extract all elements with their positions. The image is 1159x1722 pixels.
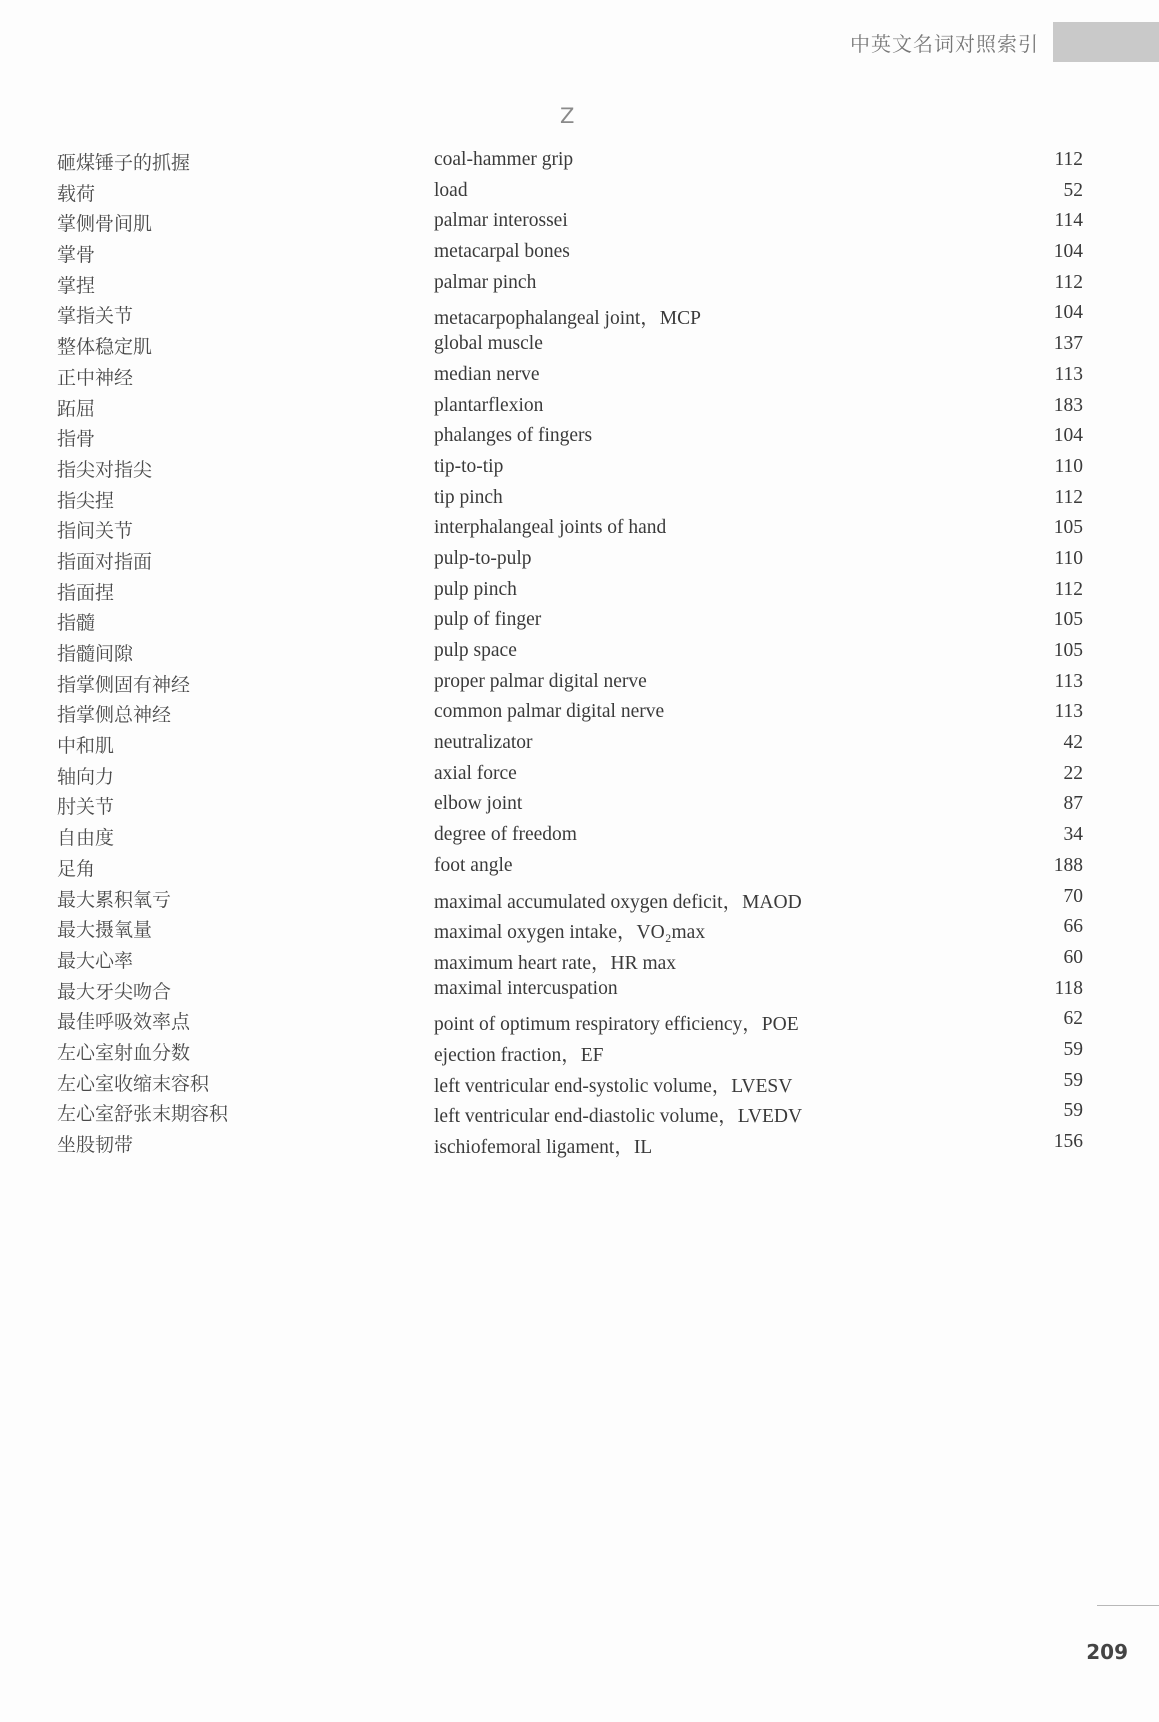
index-entry bbox=[0, 394, 1159, 425]
entry-chinese-term: 最大累积氧亏 bbox=[57, 888, 172, 911]
entry-english-term: interphalangeal joints of hand bbox=[434, 517, 667, 539]
entry-chinese-term: 指面对指面 bbox=[57, 550, 153, 573]
entry-english-term: coal-hammer grip bbox=[434, 149, 574, 170]
index-entry bbox=[0, 209, 1159, 240]
index-entry bbox=[0, 1038, 1159, 1069]
section-letter: Z bbox=[560, 104, 575, 128]
index-entry bbox=[0, 608, 1159, 639]
index-entry bbox=[0, 762, 1159, 793]
entry-chinese-term: 掌指关节 bbox=[57, 305, 134, 328]
entry-page-number: 42 bbox=[1063, 732, 1083, 754]
running-header bbox=[850, 22, 1159, 62]
entry-chinese-term: 指髓 bbox=[57, 612, 96, 635]
entry-chinese-term: 指掌侧固有神经 bbox=[57, 673, 191, 696]
index-entry bbox=[0, 1099, 1159, 1130]
entry-chinese-term: 掌捏 bbox=[57, 274, 96, 297]
entry-chinese-term: 指髓间隙 bbox=[57, 643, 134, 665]
entry-page-number: 113 bbox=[1054, 701, 1083, 723]
entry-english-term: tip pinch bbox=[434, 486, 503, 508]
entry-page-number: 66 bbox=[1063, 916, 1083, 938]
index-entry bbox=[0, 977, 1159, 1008]
entry-chinese-term: 足角 bbox=[57, 857, 96, 880]
index-entry bbox=[0, 179, 1159, 210]
entry-page-number: 87 bbox=[1063, 793, 1083, 815]
entry-page-number: 156 bbox=[1053, 1131, 1083, 1152]
index-entry bbox=[0, 271, 1159, 302]
entry-english-term: proper palmar digital nerve bbox=[434, 670, 647, 692]
index-entry bbox=[0, 516, 1159, 547]
entry-chinese-term: 指掌侧总神经 bbox=[57, 704, 172, 727]
entry-english-term: neutralizator bbox=[434, 732, 533, 754]
index-entry bbox=[0, 486, 1159, 517]
entry-chinese-term: 跖屈 bbox=[57, 397, 96, 420]
entry-chinese-term: 指面捏 bbox=[57, 581, 115, 604]
index-entry bbox=[0, 885, 1159, 916]
entry-chinese-term: 正中神经 bbox=[57, 366, 134, 389]
entry-english-term: maximum heart rate，HR max bbox=[434, 952, 677, 974]
entry-english-term: tip-to-tip bbox=[434, 455, 504, 477]
entry-page-number: 105 bbox=[1053, 517, 1083, 539]
index-entry bbox=[0, 946, 1159, 977]
entry-page-number: 118 bbox=[1054, 977, 1083, 999]
index-entry bbox=[0, 731, 1159, 762]
entry-english-term: ejection fraction，EF bbox=[434, 1044, 604, 1066]
entry-chinese-term: 最大摄氧量 bbox=[57, 919, 153, 942]
entry-english-term: global muscle bbox=[434, 333, 543, 355]
entry-english-term: pulp-to-pulp bbox=[434, 547, 532, 569]
entry-page-number: 110 bbox=[1054, 455, 1083, 477]
entry-page-number: 114 bbox=[1054, 210, 1083, 232]
entry-english-term: maximal intercuspation bbox=[434, 977, 618, 999]
entry-chinese-term: 指间关节 bbox=[57, 520, 134, 543]
entry-chinese-term: 指尖对指尖 bbox=[57, 458, 153, 481]
entry-page-number: 112 bbox=[1054, 578, 1083, 600]
entry-chinese-term: 掌侧骨间肌 bbox=[57, 213, 153, 236]
entry-english-term: foot angle bbox=[434, 854, 513, 876]
index-entry bbox=[0, 455, 1159, 486]
entry-chinese-term: 中和肌 bbox=[57, 735, 115, 758]
glossary-index bbox=[0, 148, 1159, 1161]
entry-chinese-term: 左心室收缩末容积 bbox=[57, 1072, 210, 1095]
section-title: 中英文名词对照索引 bbox=[850, 31, 1039, 56]
entry-page-number: 105 bbox=[1053, 640, 1083, 661]
entry-page-number: 112 bbox=[1054, 271, 1083, 293]
entry-english-term: common palmar digital nerve bbox=[434, 701, 665, 723]
entry-english-term: median nerve bbox=[434, 363, 540, 385]
entry-english-term: pulp pinch bbox=[434, 578, 517, 600]
index-entry bbox=[0, 639, 1159, 670]
index-entry bbox=[0, 332, 1159, 363]
entry-page-number: 52 bbox=[1063, 179, 1083, 201]
index-entry bbox=[0, 1069, 1159, 1100]
entry-english-term: load bbox=[434, 179, 468, 201]
entry-chinese-term: 整体稳定肌 bbox=[57, 336, 153, 359]
index-entry bbox=[0, 578, 1159, 609]
entry-page-number: 104 bbox=[1053, 425, 1083, 447]
entry-english-term: left ventricular end-diastolic volume，LVEDV bbox=[434, 1106, 803, 1128]
entry-chinese-term: 轴向力 bbox=[57, 765, 115, 788]
entry-page-number: 34 bbox=[1063, 824, 1083, 846]
index-entry bbox=[0, 547, 1159, 578]
entry-english-term: axial force bbox=[434, 762, 517, 784]
index-entry bbox=[0, 424, 1159, 455]
entry-page-number: 22 bbox=[1063, 762, 1083, 784]
entry-chinese-term: 左心室舒张末期容积 bbox=[57, 1103, 229, 1126]
entry-english-term: ischiofemoral ligament，IL bbox=[434, 1137, 653, 1158]
index-entry bbox=[0, 1130, 1159, 1161]
entry-chinese-term: 最佳呼吸效率点 bbox=[57, 1011, 191, 1034]
entry-english-term: elbow joint bbox=[434, 793, 523, 815]
entry-page-number: 110 bbox=[1054, 547, 1083, 569]
header-tab-bar bbox=[1053, 22, 1159, 62]
entry-page-number: 183 bbox=[1053, 394, 1083, 416]
entry-chinese-term: 最大牙尖吻合 bbox=[57, 980, 172, 1003]
entry-page-number: 113 bbox=[1054, 670, 1083, 692]
entry-page-number: 59 bbox=[1063, 1100, 1083, 1122]
entry-page-number: 60 bbox=[1063, 946, 1083, 968]
index-entry bbox=[0, 915, 1159, 946]
footer-rule bbox=[1097, 1605, 1159, 1606]
entry-english-term: left ventricular end-systolic volume，LVESV bbox=[434, 1075, 793, 1097]
entry-chinese-term: 左心室射血分数 bbox=[57, 1041, 191, 1064]
entry-page-number: 104 bbox=[1053, 241, 1083, 263]
entry-page-number: 70 bbox=[1063, 885, 1083, 907]
index-entry bbox=[0, 792, 1159, 823]
entry-chinese-term: 坐股韧带 bbox=[57, 1134, 134, 1156]
entry-page-number: 137 bbox=[1053, 333, 1083, 355]
entry-chinese-term: 掌骨 bbox=[57, 244, 96, 267]
entry-page-number: 112 bbox=[1054, 149, 1083, 170]
entry-english-term: maximal oxygen intake，VO₂max bbox=[434, 922, 706, 944]
entry-page-number: 112 bbox=[1054, 486, 1083, 508]
entry-english-term: point of optimum respiratory efficiency，POE bbox=[434, 1014, 799, 1036]
index-entry bbox=[0, 240, 1159, 271]
entry-page-number: 59 bbox=[1063, 1038, 1083, 1060]
index-entry bbox=[0, 823, 1159, 854]
entry-english-term: pulp of finger bbox=[434, 609, 542, 631]
entry-chinese-term: 指尖捏 bbox=[57, 489, 115, 512]
entry-chinese-term: 载荷 bbox=[57, 182, 96, 205]
entry-chinese-term: 砸煤锤子的抓握 bbox=[57, 152, 191, 174]
entry-page-number: 104 bbox=[1053, 302, 1083, 324]
index-entry bbox=[0, 854, 1159, 885]
entry-page-number: 105 bbox=[1053, 609, 1083, 631]
index-entry bbox=[0, 363, 1159, 394]
entry-english-term: degree of freedom bbox=[434, 824, 577, 846]
entry-english-term: pulp space bbox=[434, 640, 517, 661]
entry-english-term: palmar interossei bbox=[434, 210, 568, 232]
index-entry bbox=[0, 148, 1159, 179]
entry-english-term: phalanges of fingers bbox=[434, 425, 593, 447]
index-entry bbox=[0, 1007, 1159, 1038]
entry-english-term: palmar pinch bbox=[434, 271, 537, 293]
entry-english-term: plantarflexion bbox=[434, 394, 544, 416]
index-entry bbox=[0, 700, 1159, 731]
entry-chinese-term: 自由度 bbox=[57, 827, 115, 850]
entry-page-number: 188 bbox=[1053, 854, 1083, 876]
entry-chinese-term: 最大心率 bbox=[57, 949, 134, 972]
entry-english-term: metacarpal bones bbox=[434, 241, 570, 263]
index-entry bbox=[0, 301, 1159, 332]
entry-english-term: metacarpophalangeal joint，MCP bbox=[434, 308, 701, 330]
entry-page-number: 59 bbox=[1063, 1069, 1083, 1091]
entry-page-number: 62 bbox=[1063, 1008, 1083, 1030]
entry-chinese-term: 肘关节 bbox=[57, 796, 115, 819]
entry-english-term: maximal accumulated oxygen deficit，MAOD bbox=[434, 891, 802, 913]
page-number: 209 bbox=[1086, 1640, 1128, 1664]
entry-chinese-term: 指骨 bbox=[57, 428, 96, 451]
entry-page-number: 113 bbox=[1054, 363, 1083, 385]
index-entry bbox=[0, 670, 1159, 701]
